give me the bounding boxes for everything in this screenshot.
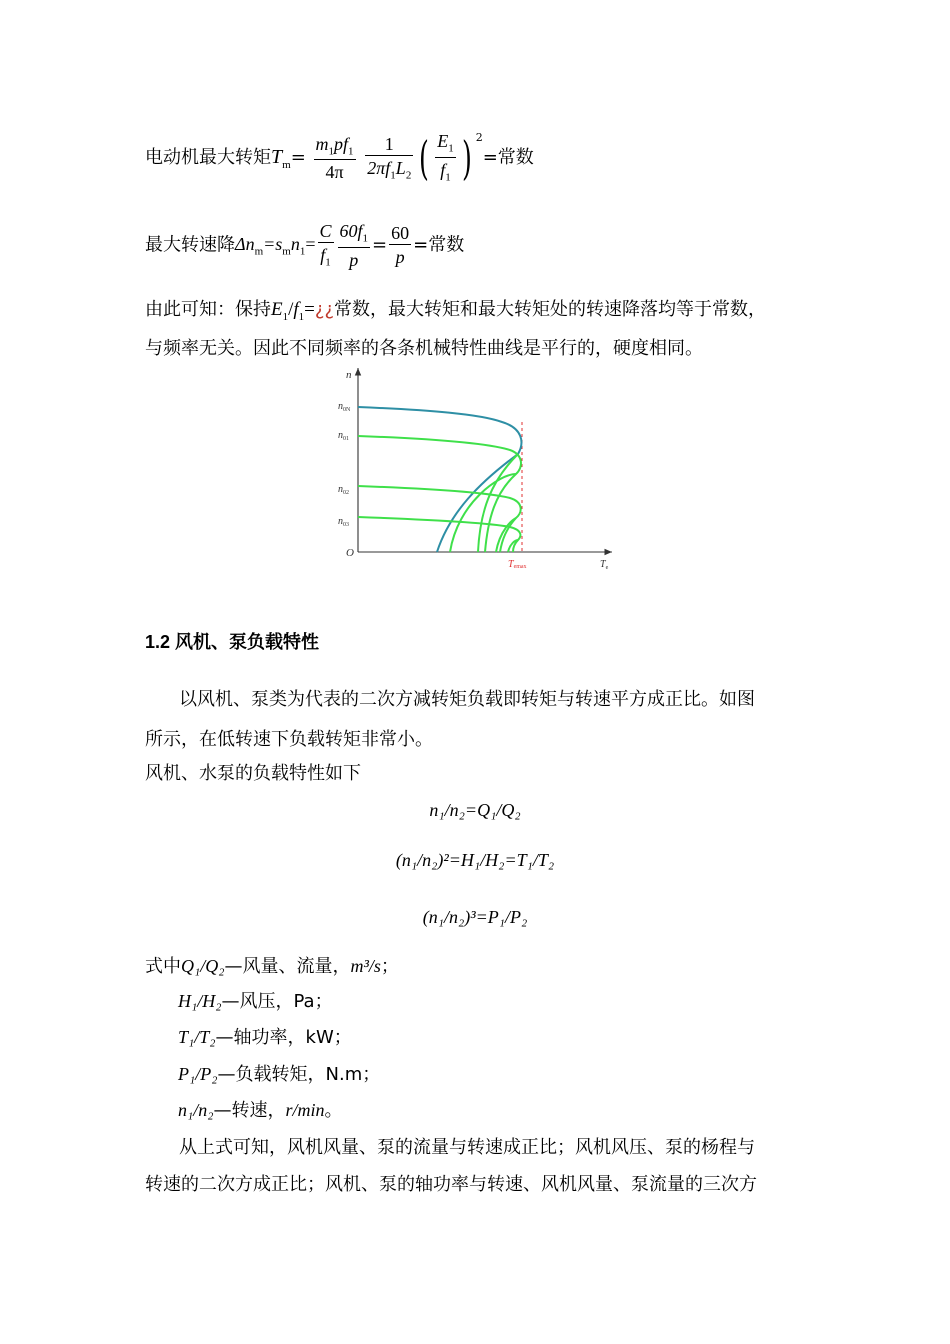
section-heading: 1.2 风机、泵负载特性 (145, 632, 320, 652)
definition-p: P₁/P₂—负载转矩，N.m； (178, 1064, 381, 1085)
fraction: $\frac{C}{f_1}$ (319, 221, 332, 269)
mechanical-characteristic-figure (330, 362, 620, 574)
formula-speed-drop: 最大转速降$\Delta n_m=s_mn_1=$ $\frac{C}{f_1}$ $\frac{60f_1}{p}$ = $\frac{60}{p}$ =常数 (145, 221, 465, 270)
n01-label: $n_{01}$ (338, 430, 349, 442)
fraction: $\frac{m_1pf_1}{4\pi}$ (315, 133, 354, 183)
tmax-label: Temax (508, 559, 527, 570)
origin-label: O (346, 547, 354, 559)
formula-label: 电动机最大转矩 (145, 147, 271, 168)
equation-power: (n₁/n₂)³=P₁/P₂ (422, 907, 528, 927)
paragraph-line: 由此可知：保持$E_1/f_1=¿¿$常数，最大转矩和最大转矩处的转速降落均等于常数， (145, 299, 766, 323)
equation-pressure: (n₁/n₂)²=H₁/H₂=T₁/T₂ (395, 850, 555, 870)
formula-lhs: $T_m$ (271, 146, 291, 171)
paragraph-line: 以风机、泵类为代表的二次方减转矩负载即转矩与转速平方成正比。如图 (179, 689, 755, 710)
curve-n01 (358, 436, 521, 552)
n03-label: $n_{03}$ (338, 516, 349, 528)
n02-label: $n_{02}$ (338, 484, 349, 496)
fraction: $\frac{60}{p}$ (391, 223, 410, 268)
definition-t: T₁/T₂—轴功率，kW； (178, 1027, 352, 1048)
paragraph-line: 风机、水泵的负载特性如下 (145, 763, 361, 784)
paragraph-line: 与频率无关。因此不同频率的各条机械特性曲线是平行的，硬度相同。 (145, 338, 703, 359)
x-axis-label: $T_e$ (600, 559, 609, 571)
formula-max-torque: 电动机最大转矩$T_m=$ $\frac{m_1pf_1}{4\pi}$ $\frac{1}{2\pi f_1L_2}$ ( $\frac{E_1}{f_1}$ ) $^2$=常数 (145, 131, 534, 185)
curve-n02 (358, 486, 521, 552)
equation-flow: n₁/n₂=Q₁/Q₂ (429, 800, 521, 820)
paragraph-line: 所示，在低转速下负载转矩非常小。 (145, 729, 433, 750)
definition-h: H₁/H₂—风压，Pa； (178, 991, 333, 1012)
definition-q: 式中Q₁/Q₂—风量、流量，m³/s； (145, 956, 399, 977)
y-axis-label: n (346, 369, 352, 381)
fraction: $\frac{E_1}{f_1}$ (437, 131, 454, 184)
n0n-label: $n_{0N}$ (338, 401, 351, 413)
paragraph-line: 转速的二次方成正比；风机、泵的轴功率与转速、风机风量、泵流量的三次方 (145, 1174, 757, 1195)
fraction: $\frac{1}{2\pi f_1L_2}$ (367, 133, 412, 182)
paragraph-line: 从上式可知，风机风量、泵的流量与转速成正比；风机风压、泵的杨程与 (179, 1137, 755, 1158)
garbled-text: ¿¿ (314, 299, 334, 320)
definition-n: n₁/n₂—转速，r/min。 (178, 1100, 343, 1121)
fraction: $\frac{60f_1}{p}$ (339, 221, 369, 270)
